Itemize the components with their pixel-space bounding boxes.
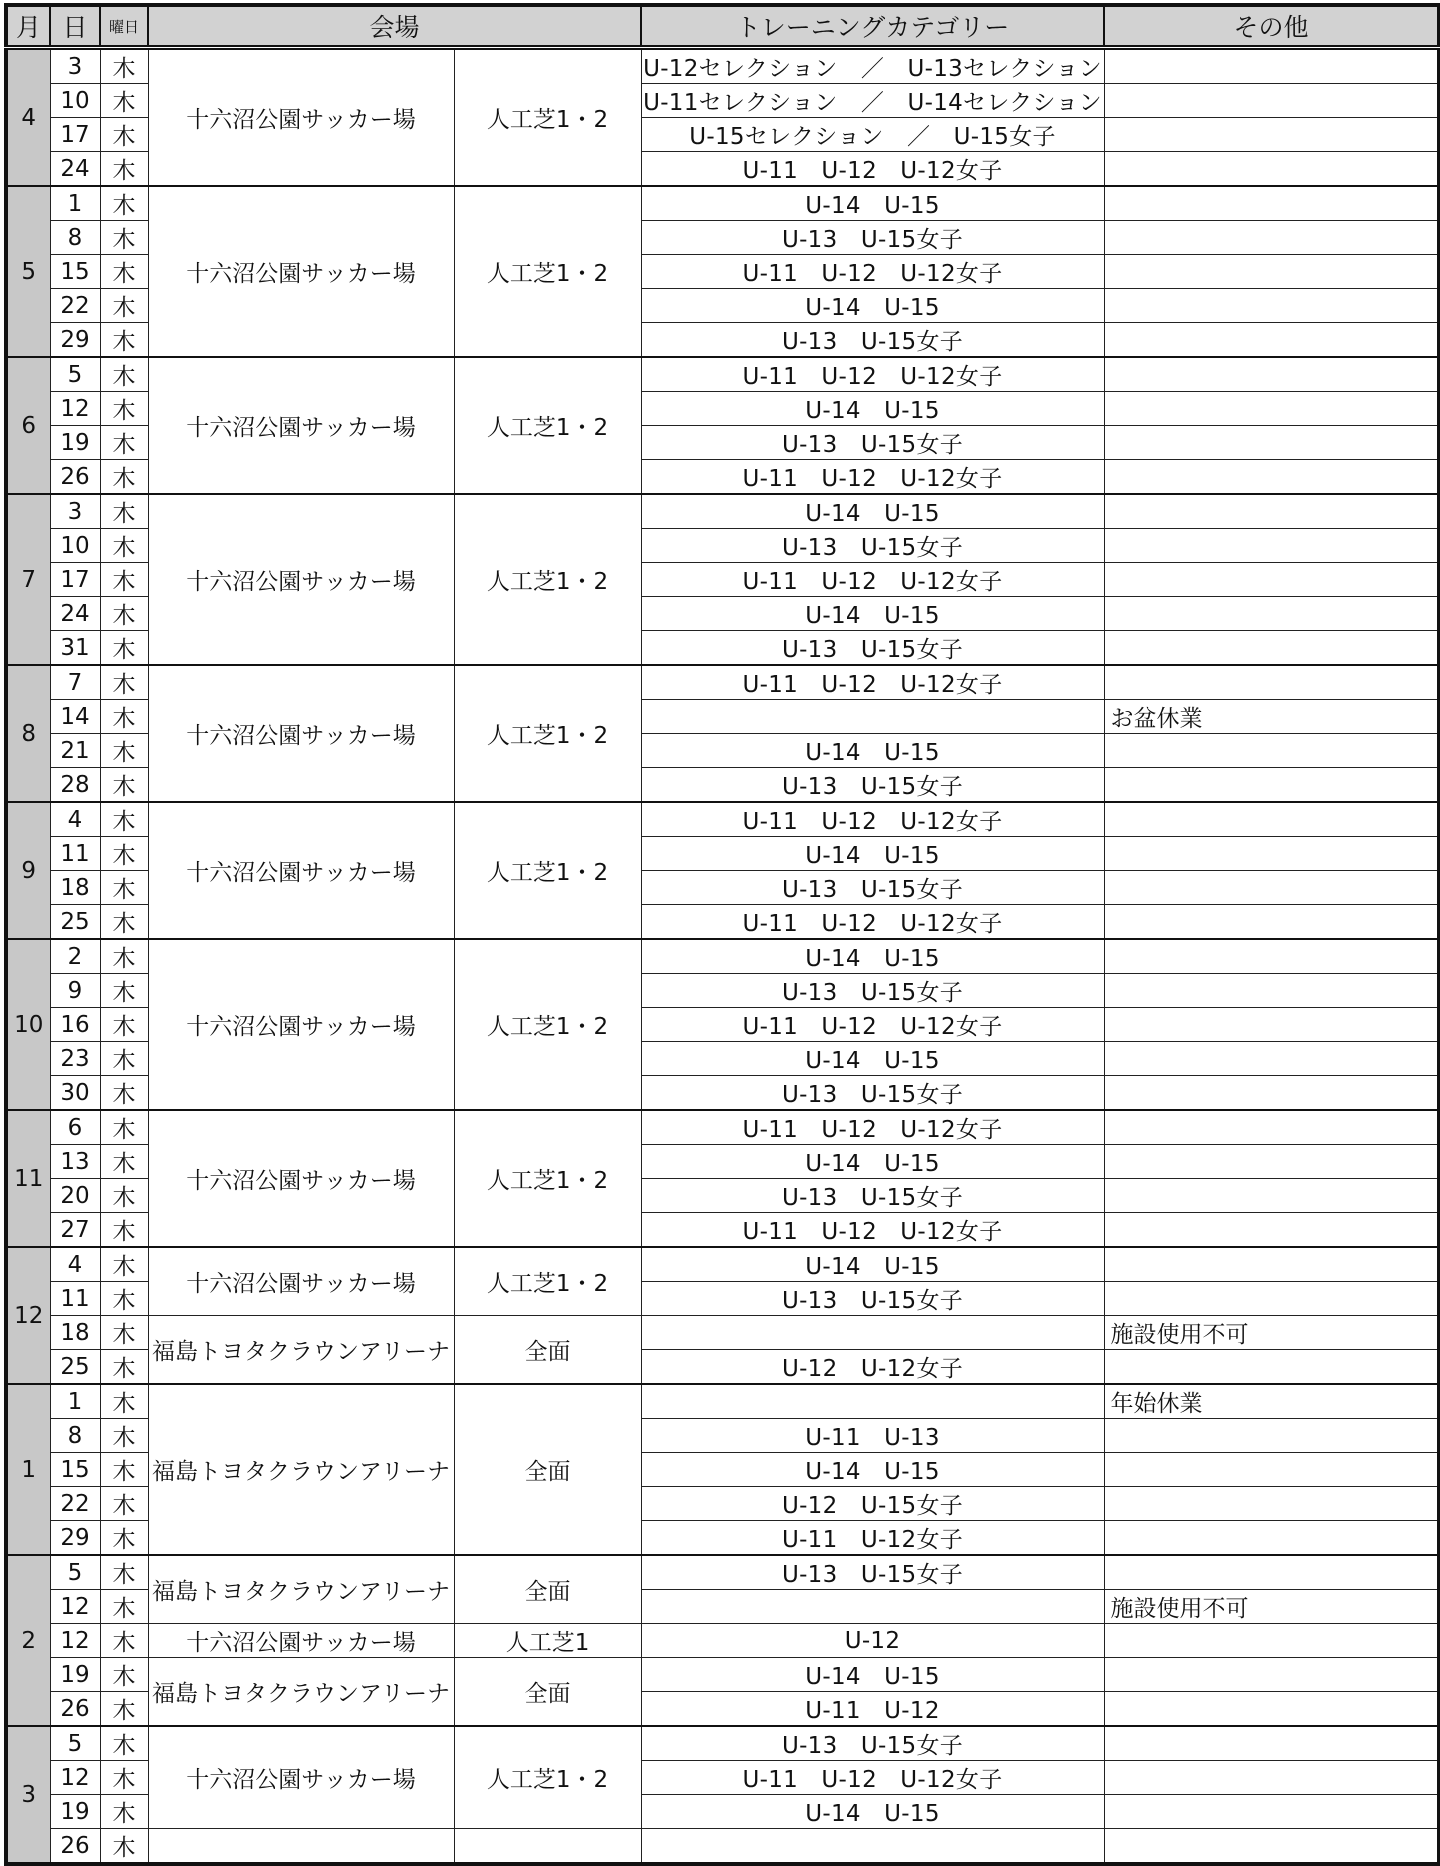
- category-cell: U-13 U-15女子: [641, 529, 1104, 563]
- day-cell: 25: [50, 905, 100, 940]
- category-cell: U-13 U-15女子: [641, 323, 1104, 358]
- table-row: [6, 665, 1439, 700]
- note-cell: [1104, 357, 1439, 392]
- note-cell: [1104, 1282, 1439, 1316]
- note-cell: [1104, 1145, 1439, 1179]
- weekday-cell: 木: [100, 700, 148, 734]
- weekday-cell: 木: [100, 597, 148, 631]
- day-cell: 5: [50, 1726, 100, 1761]
- category-cell: U-11 U-12 U-12女子: [641, 152, 1104, 187]
- note-cell: [1104, 905, 1439, 940]
- note-cell: [1104, 118, 1439, 152]
- month-cell: 12: [6, 1247, 50, 1384]
- note-cell: [1104, 768, 1439, 803]
- table-row: [6, 1726, 1439, 1761]
- day-cell: 29: [50, 323, 100, 358]
- note-cell: [1104, 1247, 1439, 1282]
- category-cell: U-14 U-15: [641, 597, 1104, 631]
- day-cell: 3: [50, 494, 100, 529]
- field-cell: 人工芝1・2: [454, 1110, 641, 1247]
- weekday-cell: 木: [100, 1350, 148, 1385]
- category-cell: U-14 U-15: [641, 734, 1104, 768]
- weekday-cell: 木: [100, 152, 148, 187]
- table-row: [6, 1555, 1439, 1590]
- month-cell: 11: [6, 1110, 50, 1247]
- field-cell: 人工芝1・2: [454, 186, 641, 357]
- category-cell: U-13 U-15女子: [641, 631, 1104, 666]
- weekday-cell: 木: [100, 1282, 148, 1316]
- note-cell: [1104, 1487, 1439, 1521]
- category-cell: U-13 U-15女子: [641, 768, 1104, 803]
- day-cell: 14: [50, 700, 100, 734]
- weekday-cell: 木: [100, 1795, 148, 1829]
- category-cell: U-13 U-15女子: [641, 1726, 1104, 1761]
- note-cell: [1104, 1419, 1439, 1453]
- day-cell: 16: [50, 1008, 100, 1042]
- weekday-cell: 木: [100, 871, 148, 905]
- weekday-cell: 木: [100, 1076, 148, 1111]
- note-cell: [1104, 1042, 1439, 1076]
- weekday-cell: 木: [100, 1110, 148, 1145]
- weekday-cell: 木: [100, 529, 148, 563]
- day-cell: 17: [50, 118, 100, 152]
- weekday-cell: 木: [100, 768, 148, 803]
- category-cell: U-11 U-12 U-12女子: [641, 1213, 1104, 1248]
- month-cell: 5: [6, 186, 50, 357]
- category-cell: U-11 U-12 U-12女子: [641, 905, 1104, 940]
- category-cell: U-11 U-12 U-12女子: [641, 802, 1104, 837]
- field-cell: 人工芝1・2: [454, 357, 641, 494]
- note-cell: [1104, 152, 1439, 187]
- day-cell: 8: [50, 221, 100, 255]
- day-cell: 15: [50, 1453, 100, 1487]
- note-cell: [1104, 1624, 1439, 1658]
- note-cell: [1104, 460, 1439, 495]
- category-cell: U-13 U-15女子: [641, 1076, 1104, 1111]
- weekday-cell: 木: [100, 802, 148, 837]
- weekday-cell: 木: [100, 1658, 148, 1692]
- weekday-cell: 木: [100, 1829, 148, 1865]
- table-row: [6, 357, 1439, 392]
- header-category: トレーニングカテゴリー: [641, 5, 1104, 48]
- note-cell: [1104, 323, 1439, 358]
- venue-cell: 福島トヨタクラウンアリーナ: [148, 1316, 454, 1385]
- header-other: その他: [1104, 5, 1439, 48]
- day-cell: 13: [50, 1145, 100, 1179]
- category-cell: U-13 U-15女子: [641, 871, 1104, 905]
- weekday-cell: 木: [100, 1692, 148, 1727]
- note-cell: [1104, 1213, 1439, 1248]
- weekday-cell: 木: [100, 1042, 148, 1076]
- day-cell: 8: [50, 1419, 100, 1453]
- category-cell: U-14 U-15: [641, 1795, 1104, 1829]
- day-cell: 22: [50, 1487, 100, 1521]
- note-cell: [1104, 1658, 1439, 1692]
- weekday-cell: 木: [100, 186, 148, 221]
- note-cell: [1104, 1350, 1439, 1385]
- category-cell: U-13 U-15女子: [641, 1179, 1104, 1213]
- note-cell: お盆休業: [1104, 700, 1439, 734]
- note-cell: [1104, 186, 1439, 221]
- category-cell: U-14 U-15: [641, 939, 1104, 974]
- day-cell: 18: [50, 871, 100, 905]
- training-schedule-table: [4, 3, 1440, 1866]
- day-cell: 26: [50, 460, 100, 495]
- day-cell: 18: [50, 1316, 100, 1350]
- weekday-cell: 木: [100, 1555, 148, 1590]
- day-cell: 1: [50, 186, 100, 221]
- category-cell: U-12 U-12女子: [641, 1350, 1104, 1385]
- day-cell: 4: [50, 1247, 100, 1282]
- day-cell: 26: [50, 1692, 100, 1727]
- month-cell: 1: [6, 1384, 50, 1555]
- note-cell: [1104, 734, 1439, 768]
- venue-cell: 十六沼公園サッカー場: [148, 48, 454, 187]
- weekday-cell: 木: [100, 939, 148, 974]
- day-cell: 24: [50, 597, 100, 631]
- day-cell: 12: [50, 392, 100, 426]
- weekday-cell: 木: [100, 1213, 148, 1248]
- field-cell: 人工芝1・2: [454, 802, 641, 939]
- field-cell: 全面: [454, 1658, 641, 1727]
- day-cell: 3: [50, 48, 100, 84]
- field-cell: [454, 1829, 641, 1865]
- weekday-cell: 木: [100, 837, 148, 871]
- note-cell: 施設使用不可: [1104, 1316, 1439, 1350]
- field-cell: 人工芝1・2: [454, 1726, 641, 1829]
- category-cell: [641, 700, 1104, 734]
- category-cell: U-14 U-15: [641, 1145, 1104, 1179]
- note-cell: 施設使用不可: [1104, 1590, 1439, 1624]
- day-cell: 28: [50, 768, 100, 803]
- venue-cell: [148, 1829, 454, 1865]
- table-body: [6, 48, 1439, 1865]
- category-cell: [641, 1829, 1104, 1865]
- venue-cell: 十六沼公園サッカー場: [148, 1247, 454, 1316]
- venue-cell: 十六沼公園サッカー場: [148, 665, 454, 802]
- note-cell: [1104, 1110, 1439, 1145]
- category-cell: U-11 U-12 U-12女子: [641, 357, 1104, 392]
- field-cell: 全面: [454, 1555, 641, 1624]
- day-cell: 12: [50, 1590, 100, 1624]
- category-cell: [641, 1316, 1104, 1350]
- table-row: [6, 48, 1439, 84]
- weekday-cell: 木: [100, 1761, 148, 1795]
- field-cell: 人工芝1・2: [454, 1247, 641, 1316]
- category-cell: U-14 U-15: [641, 837, 1104, 871]
- category-cell: U-13 U-15女子: [641, 426, 1104, 460]
- header-venue: 会場: [148, 5, 641, 48]
- month-cell: 3: [6, 1726, 50, 1864]
- field-cell: 人工芝1・2: [454, 48, 641, 187]
- day-cell: 7: [50, 665, 100, 700]
- day-cell: 19: [50, 426, 100, 460]
- venue-cell: 十六沼公園サッカー場: [148, 1110, 454, 1247]
- field-cell: 人工芝1・2: [454, 494, 641, 665]
- category-cell: U-12: [641, 1624, 1104, 1658]
- weekday-cell: 木: [100, 563, 148, 597]
- field-cell: 全面: [454, 1316, 641, 1385]
- note-cell: [1104, 84, 1439, 118]
- category-cell: [641, 1590, 1104, 1624]
- venue-cell: 十六沼公園サッカー場: [148, 1624, 454, 1658]
- table-header: [6, 5, 1439, 48]
- weekday-cell: 木: [100, 974, 148, 1008]
- weekday-cell: 木: [100, 289, 148, 323]
- venue-cell: 十六沼公園サッカー場: [148, 802, 454, 939]
- weekday-cell: 木: [100, 357, 148, 392]
- weekday-cell: 木: [100, 1453, 148, 1487]
- category-cell: U-11 U-12女子: [641, 1521, 1104, 1556]
- weekday-cell: 木: [100, 1316, 148, 1350]
- day-cell: 10: [50, 84, 100, 118]
- note-cell: [1104, 1795, 1439, 1829]
- day-cell: 11: [50, 837, 100, 871]
- table-row: [6, 1110, 1439, 1145]
- note-cell: [1104, 1521, 1439, 1556]
- header-month: 月: [6, 5, 50, 48]
- category-cell: U-11 U-12 U-12女子: [641, 563, 1104, 597]
- table-row: [6, 1829, 1439, 1865]
- category-cell: U-14 U-15: [641, 289, 1104, 323]
- weekday-cell: 木: [100, 1590, 148, 1624]
- note-cell: [1104, 426, 1439, 460]
- note-cell: [1104, 1179, 1439, 1213]
- day-cell: 11: [50, 1282, 100, 1316]
- category-cell: U-13 U-15女子: [641, 974, 1104, 1008]
- weekday-cell: 木: [100, 1179, 148, 1213]
- note-cell: [1104, 221, 1439, 255]
- note-cell: [1104, 631, 1439, 666]
- venue-cell: 福島トヨタクラウンアリーナ: [148, 1658, 454, 1727]
- category-cell: U-14 U-15: [641, 1042, 1104, 1076]
- weekday-cell: 木: [100, 392, 148, 426]
- field-cell: 人工芝1・2: [454, 665, 641, 802]
- note-cell: [1104, 939, 1439, 974]
- weekday-cell: 木: [100, 1384, 148, 1419]
- day-cell: 2: [50, 939, 100, 974]
- table-row: [6, 1624, 1439, 1658]
- day-cell: 30: [50, 1076, 100, 1111]
- category-cell: U-14 U-15: [641, 1247, 1104, 1282]
- month-cell: 7: [6, 494, 50, 665]
- field-cell: 人工芝1・2: [454, 939, 641, 1110]
- day-cell: 5: [50, 1555, 100, 1590]
- venue-cell: 十六沼公園サッカー場: [148, 1726, 454, 1829]
- note-cell: [1104, 974, 1439, 1008]
- header-weekday: 曜日: [100, 5, 148, 48]
- weekday-cell: 木: [100, 323, 148, 358]
- category-cell: U-14 U-15: [641, 1453, 1104, 1487]
- venue-cell: 福島トヨタクラウンアリーナ: [148, 1384, 454, 1555]
- day-cell: 10: [50, 529, 100, 563]
- day-cell: 20: [50, 1179, 100, 1213]
- weekday-cell: 木: [100, 118, 148, 152]
- day-cell: 31: [50, 631, 100, 666]
- category-cell: U-11 U-12 U-12女子: [641, 460, 1104, 495]
- category-cell: U-13 U-15女子: [641, 1555, 1104, 1590]
- field-cell: 全面: [454, 1384, 641, 1555]
- day-cell: 19: [50, 1795, 100, 1829]
- note-cell: 年始休業: [1104, 1384, 1439, 1419]
- day-cell: 23: [50, 1042, 100, 1076]
- category-cell: U-14 U-15: [641, 186, 1104, 221]
- day-cell: 19: [50, 1658, 100, 1692]
- note-cell: [1104, 1555, 1439, 1590]
- weekday-cell: 木: [100, 905, 148, 940]
- note-cell: [1104, 255, 1439, 289]
- category-cell: U-11 U-12 U-12女子: [641, 255, 1104, 289]
- category-cell: U-11 U-12: [641, 1692, 1104, 1727]
- field-cell: 人工芝1: [454, 1624, 641, 1658]
- day-cell: 27: [50, 1213, 100, 1248]
- category-cell: U-11 U-12 U-12女子: [641, 1110, 1104, 1145]
- day-cell: 26: [50, 1829, 100, 1865]
- day-cell: 15: [50, 255, 100, 289]
- weekday-cell: 木: [100, 1145, 148, 1179]
- category-cell: U-11セレクション ／ U-14セレクション: [641, 84, 1104, 118]
- weekday-cell: 木: [100, 1521, 148, 1556]
- table-row: [6, 186, 1439, 221]
- weekday-cell: 木: [100, 48, 148, 84]
- category-cell: U-11 U-12 U-12女子: [641, 665, 1104, 700]
- category-cell: U-13 U-15女子: [641, 1282, 1104, 1316]
- note-cell: [1104, 837, 1439, 871]
- note-cell: [1104, 1453, 1439, 1487]
- weekday-cell: 木: [100, 631, 148, 666]
- header-day: 日: [50, 5, 100, 48]
- category-cell: U-13 U-15女子: [641, 221, 1104, 255]
- note-cell: [1104, 1761, 1439, 1795]
- day-cell: 17: [50, 563, 100, 597]
- category-cell: U-11 U-12 U-12女子: [641, 1761, 1104, 1795]
- weekday-cell: 木: [100, 665, 148, 700]
- weekday-cell: 木: [100, 255, 148, 289]
- note-cell: [1104, 1008, 1439, 1042]
- note-cell: [1104, 802, 1439, 837]
- day-cell: 29: [50, 1521, 100, 1556]
- venue-cell: 十六沼公園サッカー場: [148, 357, 454, 494]
- note-cell: [1104, 1726, 1439, 1761]
- note-cell: [1104, 597, 1439, 631]
- weekday-cell: 木: [100, 1624, 148, 1658]
- category-cell: U-12セレクション ／ U-13セレクション: [641, 48, 1104, 84]
- venue-cell: 十六沼公園サッカー場: [148, 939, 454, 1110]
- day-cell: 12: [50, 1761, 100, 1795]
- weekday-cell: 木: [100, 1419, 148, 1453]
- note-cell: [1104, 1076, 1439, 1111]
- day-cell: 21: [50, 734, 100, 768]
- venue-cell: 十六沼公園サッカー場: [148, 494, 454, 665]
- table-row: [6, 1384, 1439, 1419]
- day-cell: 12: [50, 1624, 100, 1658]
- month-cell: 6: [6, 357, 50, 494]
- day-cell: 4: [50, 802, 100, 837]
- table-row: [6, 1658, 1439, 1692]
- category-cell: U-11 U-12 U-12女子: [641, 1008, 1104, 1042]
- category-cell: U-12 U-15女子: [641, 1487, 1104, 1521]
- weekday-cell: 木: [100, 1247, 148, 1282]
- table-row: [6, 1247, 1439, 1282]
- note-cell: [1104, 494, 1439, 529]
- day-cell: 25: [50, 1350, 100, 1385]
- day-cell: 22: [50, 289, 100, 323]
- note-cell: [1104, 563, 1439, 597]
- table-row: [6, 939, 1439, 974]
- month-cell: 2: [6, 1555, 50, 1726]
- note-cell: [1104, 1692, 1439, 1727]
- weekday-cell: 木: [100, 1008, 148, 1042]
- category-cell: [641, 1384, 1104, 1419]
- category-cell: U-11 U-13: [641, 1419, 1104, 1453]
- note-cell: [1104, 1829, 1439, 1865]
- category-cell: U-14 U-15: [641, 494, 1104, 529]
- month-cell: 8: [6, 665, 50, 802]
- table-row: [6, 802, 1439, 837]
- category-cell: U-14 U-15: [641, 392, 1104, 426]
- day-cell: 1: [50, 1384, 100, 1419]
- note-cell: [1104, 48, 1439, 84]
- day-cell: 9: [50, 974, 100, 1008]
- weekday-cell: 木: [100, 221, 148, 255]
- weekday-cell: 木: [100, 1726, 148, 1761]
- month-cell: 9: [6, 802, 50, 939]
- note-cell: [1104, 392, 1439, 426]
- category-cell: U-14 U-15: [641, 1658, 1104, 1692]
- note-cell: [1104, 871, 1439, 905]
- category-cell: U-15セレクション ／ U-15女子: [641, 118, 1104, 152]
- weekday-cell: 木: [100, 84, 148, 118]
- day-cell: 6: [50, 1110, 100, 1145]
- note-cell: [1104, 665, 1439, 700]
- venue-cell: 十六沼公園サッカー場: [148, 186, 454, 357]
- day-cell: 5: [50, 357, 100, 392]
- weekday-cell: 木: [100, 426, 148, 460]
- table-row: [6, 1316, 1439, 1350]
- note-cell: [1104, 529, 1439, 563]
- weekday-cell: 木: [100, 460, 148, 495]
- table-row: [6, 494, 1439, 529]
- weekday-cell: 木: [100, 734, 148, 768]
- venue-cell: 福島トヨタクラウンアリーナ: [148, 1555, 454, 1624]
- month-cell: 10: [6, 939, 50, 1110]
- weekday-cell: 木: [100, 1487, 148, 1521]
- note-cell: [1104, 289, 1439, 323]
- day-cell: 24: [50, 152, 100, 187]
- weekday-cell: 木: [100, 494, 148, 529]
- month-cell: 4: [6, 48, 50, 187]
